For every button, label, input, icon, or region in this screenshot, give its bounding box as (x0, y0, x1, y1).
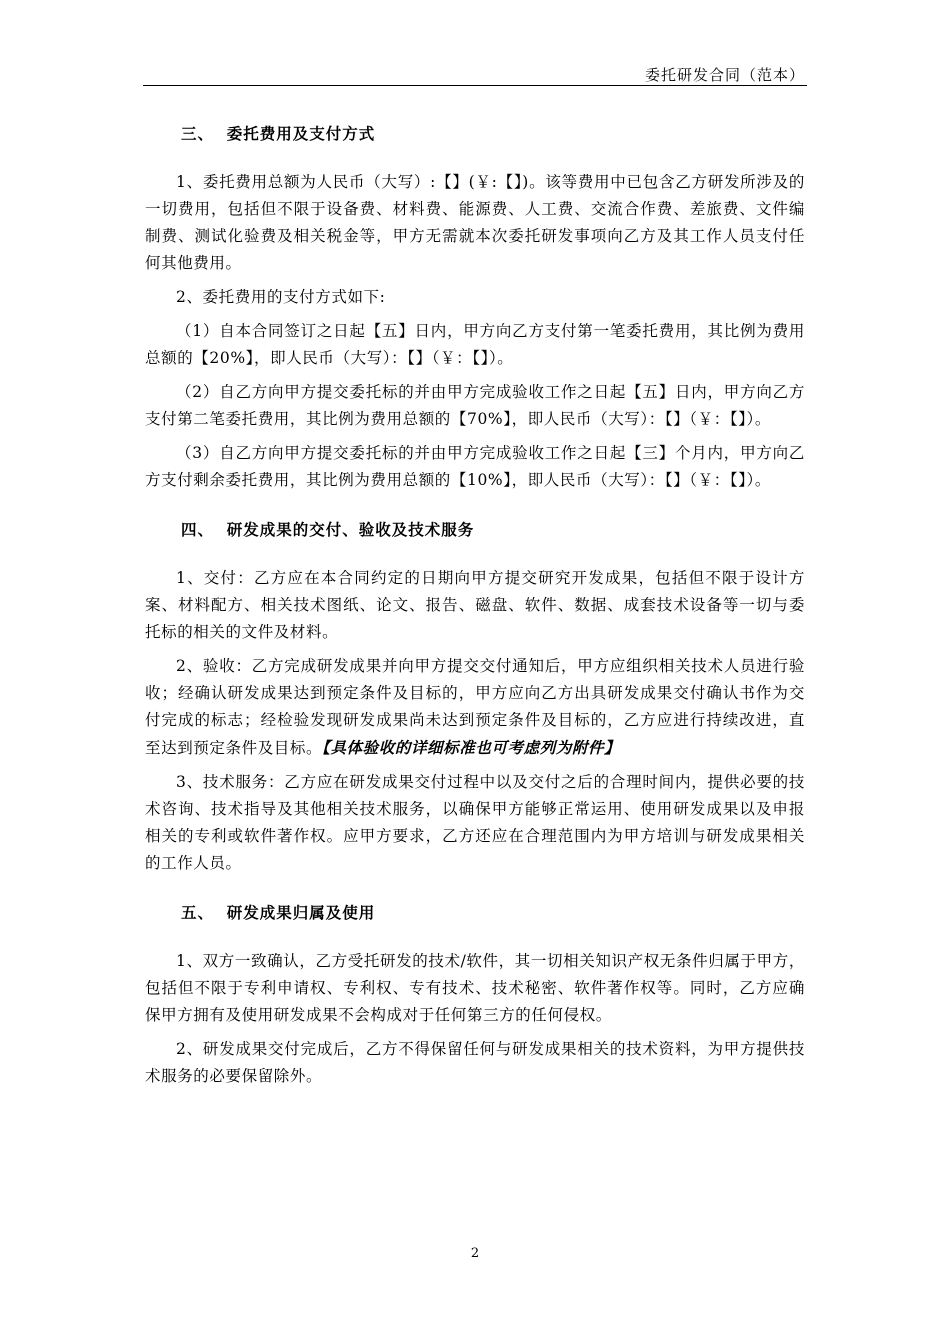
section-heading-4: 四、 研发成果的交付、验收及技术服务 (181, 520, 475, 539)
section-3-paragraph-3: （1）自本合同签订之日起【五】日内，甲方向乙方支付第一笔委托费用，其比例为费用总额的【20%】，即人民币（大写）：【】（￥：【】）。 (145, 322, 805, 367)
section-heading-3: 三、 委托费用及支付方式 (181, 124, 376, 143)
section-3-paragraph-5: （3）自乙方向甲方提交委托标的并由甲方完成验收工作之日起【三】个月内，甲方向乙方支付剩余委托费用，其比例为费用总额的【10%】，即人民币（大写）：【】（￥：【】）。 (145, 444, 805, 489)
header-rule (143, 85, 807, 86)
document-body (145, 120, 805, 1097)
section-4-paragraph-2 (145, 653, 805, 762)
section-4-paragraph-3: 3、技术服务：乙方应在研发成果交付过程中以及交付之后的合理时间内，提供必要的技术咨询、技术指导及其他相关技术服务，以确保甲方能够正常运用、使用研发成果以及申报相关的专利或软件著作权。应甲方要求，乙方还应在合理范围内为甲方培训与研发成果相关的工作人员。 (145, 773, 805, 872)
section-heading-5: 五、 研发成果归属及使用 (181, 903, 376, 922)
page-number: 2 (470, 1246, 480, 1261)
section-3-paragraph-2: 2、委托费用的支付方式如下: (176, 288, 386, 306)
acceptance-note: 【具体验收的详细标准也可考虑列为附件】 (322, 738, 621, 757)
section-5-paragraph-1: 1、双方一致确认，乙方受托研发的技术/软件，其一切相关知识产权无条件归属于甲方，包括但不限于专利申请权、专利权、专有技术、技术秘密、软件著作权等。同时，乙方应确保甲方拥有及使用研发成果不会构成对于任何第三方的任何侵权。 (145, 952, 805, 1024)
acceptance-text: 2、验收：乙方完成研发成果并向甲方提交交付通知后，甲方应组织相关技术人员进行验收；经确认研发成果达到预定条件及目标的，甲方应向乙方出具研发成果交付确认书作为交付完成的标志；经检验发现研发成果尚未达到预定条件及目标的，乙方应进行持续改进，直至达到预定条件及目标。 (145, 657, 805, 757)
section-4-paragraph-1: 1、交付：乙方应在本合同约定的日期向甲方提交研究开发成果，包括但不限于设计方案、材料配方、相关技术图纸、论文、报告、磁盘、软件、数据、成套技术设备等一切与委托标的相关的文件及材料。 (145, 569, 805, 641)
running-header: 委托研发合同（范本） (644, 66, 805, 84)
section-5-paragraph-2: 2、研发成果交付完成后，乙方不得保留任何与研发成果相关的技术资料，为甲方提供技术服务的必要保留除外。 (145, 1040, 805, 1085)
section-3-paragraph-1: 1、委托费用总额为人民币（大写）:【】(￥:【】)。该等费用中已包含乙方研发所涉及的一切费用，包括但不限于设备费、材料费、能源费、人工费、交流合作费、差旅费、文件编制费、测试化验费及相关税金等，甲方无需就本次委托研发事项向乙方及其工作人员支付任何其他费用。 (145, 173, 805, 272)
section-3-paragraph-4: （2）自乙方向甲方提交委托标的并由甲方完成验收工作之日起【五】日内，甲方向乙方支付第二笔委托费用，其比例为费用总额的【70%】，即人民币（大写）：【】（￥：【】）。 (145, 383, 805, 428)
